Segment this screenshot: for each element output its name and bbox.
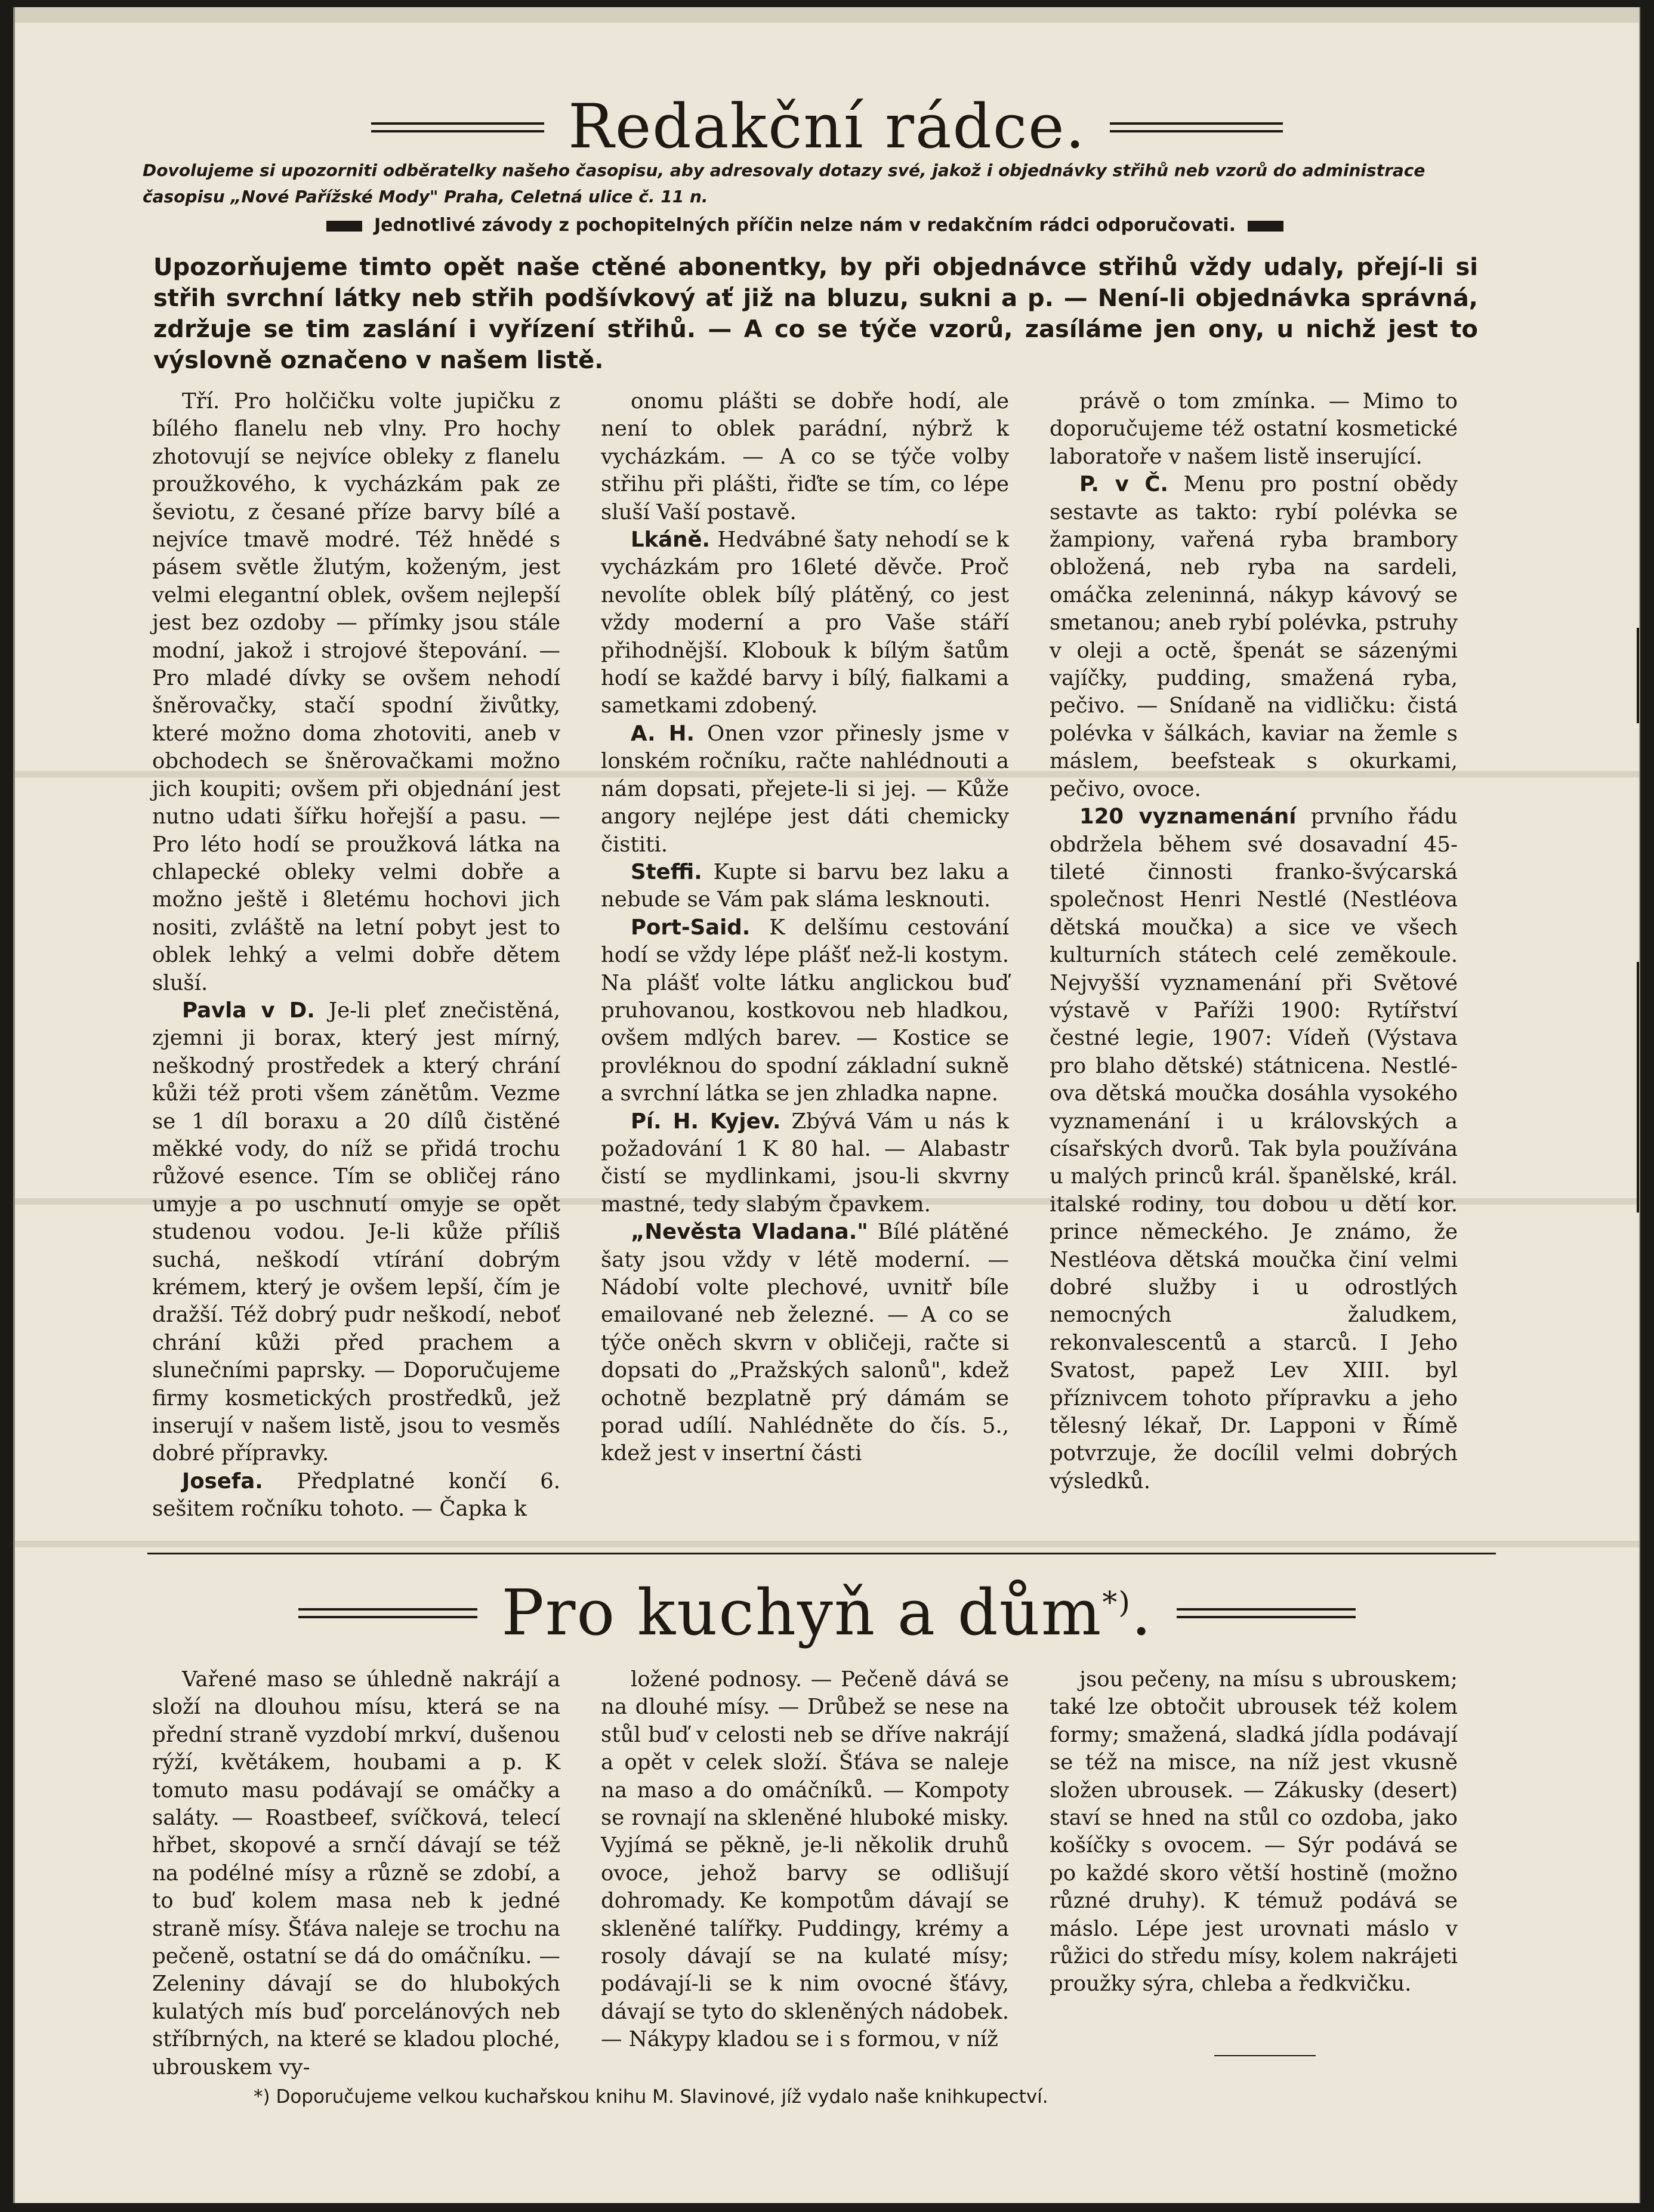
answer-paragraph <box>152 388 560 997</box>
section-title-pro-kuchyn-a-dum <box>15 1576 1639 1649</box>
footnote: *) Doporučujeme velkou kuchařskou knihu M. Slavinové, jíž vydalo naše knihkupectví. <box>254 2086 1048 2108</box>
answer-paragraph <box>601 526 1009 720</box>
scan-edge-mark <box>1637 962 1640 1213</box>
notice-address: Dovolujeme si upozorniti odběratelky našeho časopisu, aby adresovaly dotazy své, jakož i objednávky střihů neb vzorů do administrace časopisu „Nové Pařížské Mody" Praha, Celetná ulice č. 11 n. <box>143 161 1425 206</box>
answer-text: prvního řádu obdržela během své dosavadní 45-tileté činnosti franko-švýcarská společnost Henri Nestlé (Nestléova dětská moučka) a sice ve všech kulturních státech celé zeměkoule. Nejvyšší vyznamenání při Světové výstavě v Paříži 1900: Rytířství čestné legie, 1907: Vídeň (Výstava pro blaho dětské) státnicena. Nestlé-ova dětská moučka dosáhla vysokého vyznamenání i u královských a císařských dvorů. Tak byla používána u malých princů král. španělské, král. italské rodiny, tou dobou u dětí kor. prince německého. Je známo, že Nestléova dětská moučka činí velmi dobré služby i u odrostlých nemocných žaludkem, rekonvalescentů a starců. I Jeho Svatost, papež Lev XIII. byl příznivcem tohoto přípravku a jeho tělesný lékař, Dr. Lapponi v Římě potvrzuje, že docílil velmi dobrých výsledků. <box>1050 804 1458 1494</box>
title-rule-left <box>298 1608 477 1618</box>
kitchen-column-3: jsou pečeny, na mísu s ubrouskem; také lze obtočit ubrousek též kolem formy; smažená, sladká jídla podávají se též na misce, na níž jest vkusně složen ubrousek. — Zákusky (desert) staví se hned na stůl co ozdoba, jako košíčky s ovocem. — Sýr podává se po každé skoro větší hostině (možno různé druhy). K témuž podává se máslo. Lépe jest urovnati máslo v růžici do středu mísy, kolem nakrájeti proužky sýra, chleba a ředkvičku. <box>1050 1667 1458 1997</box>
kitchen-column-2: ložené podnosy. — Pečeně dává se na dlouhé mísy. — Drůbež se nese na stůl buď v celosti neb se dříve nakrájí a opět v celek složí. Šťáva se naleje na maso a do omáčníků. — Kompoty se rovnají na skleněné hluboké misky. Vyjímá se pěkně, je-li několik druhů ovoce, jehož barvy se odlišují dohromady. Ke kompotům dávají se skleněné talířky. Puddingy, krémy a rosoly dávají se na kulaté mísy; podávají-li se k nim ovocné šťávy, dávají se tyto do skleněných nádobek. — Nákypy kladou se i s formou, v níž <box>601 1667 1009 2052</box>
answer-text: právě o tom zmínka. — Mimo to doporučujeme též ostatní kosmetické laboratoře v našem listě inserující. <box>1050 389 1458 469</box>
answer-recipient: Lkáně. <box>631 527 711 553</box>
footnote-mark: *) <box>1102 1585 1131 1620</box>
title-rule-left <box>371 122 544 132</box>
pointing-hand-left-icon <box>326 221 362 232</box>
notice-recommendation-text: Jednotlivé závody z pochopitelných příčin nelze nám v redakčním rádci odporučovati. <box>374 215 1236 236</box>
answer-paragraph <box>601 859 1009 914</box>
answer-text: Bílé plátěné šaty jsou vždy v létě moderní. — Nádobí volte plechové, uvnitř bíle emailované neb železné. — A co se týče oněch skvrn v obličeji, račte si dopsati do „Pražských salonů", kdež ochotně bezplatně prý dámám se porad udílí. Nahlédněte do čís. 5., kdež jest v insertní části <box>601 1220 1009 1466</box>
answer-recipient: Josefa. <box>182 1469 263 1494</box>
section-divider <box>147 1553 1496 1554</box>
answer-text: K delšímu cestování hodí se vždy lépe plášť než-li kostym. Na plášť volte látku anglickou buď pruhovanou, kostkovou neb hladkou, ovšem mdlých barev. — Kostice se provléknou do spodní základní sukně a svrchní látka se jen zhladka napne. <box>601 915 1009 1106</box>
answers-column-3 <box>1050 388 1458 1495</box>
answer-recipient: Steffi. <box>631 859 702 884</box>
notice-subscribers: Upozorňujeme timto opět naše ctěné abonentky, by při objednávce střihů vždy udaly, přejí-li si střih svrchní látky neb střih podšívkový ať již na bluzu, sukni a p. — Není-li objednávka správná, zdržuje se tim zaslání i vyřízení střihů. — A co se týče vzorů, zasíláme jen ony, u nichž jest to výslovně označeno v našem listě. <box>153 254 1478 374</box>
answer-paragraph <box>601 1108 1009 1219</box>
kitchen-column-1: Vařené maso se úhledně nakrájí a složí na dlouhou mísu, která se na přední straně vyzdobí mrkví, dušenou rýží, květákem, houbami a p. K tomuto masu podávají se omáčky a saláty. — Roastbeef, svíčková, telecí hřbet, skopové a srnčí dávají se též na podélné mísy a různě se zdobí, a to buď kolem masa neb k jedné straně mísy. Šťáva naleje se trochu na pečeně, ostatní se dá do omáčníku. — Zeleniny dávají se do hlubokých kulatých mís buď porcelánových neb stříbrných, na které se kladou ploché, ubrouskem vy- <box>152 1667 560 2080</box>
scan-band <box>15 1541 1639 1547</box>
answer-recipient: Pí. H. Kyjev. <box>631 1109 781 1134</box>
answer-text: Kupte si barvu bez laku a nebude se Vám pak sláma lesknouti. <box>601 859 1009 912</box>
answer-recipient: „Nevěsta Vladana." <box>631 1220 868 1245</box>
end-rule <box>1214 2055 1316 2056</box>
section-title-redakcni-radce <box>15 91 1639 162</box>
title-rule-right <box>1110 122 1283 132</box>
answer-recipient: Port-Said. <box>631 915 751 940</box>
answer-paragraph <box>601 914 1009 1108</box>
title-period: . <box>1131 1576 1153 1649</box>
answer-recipient: Pavla v D. <box>182 998 315 1023</box>
magazine-page <box>13 7 1640 2203</box>
answer-text: Menu pro postní obědy sestavte as takto: rybí polévka se žampiony, vařená ryba brambory obložená, neb ryba na sardeli, omáčka zeleninná, nákyp kávový se smetanou; aneb rybí polévka, pstruhy v oleji a octě, špenát se sázenými vajíčky, pudding, smažená ryba, pečivo. — Snídaně na vidličku: čistá polévka v šálkách, kaviar na žemle s máslem, beefsteak s okurkami, pečivo, ovoce. <box>1050 472 1458 801</box>
notice-recommendation <box>143 211 1467 240</box>
top-paper-edge <box>15 7 1639 23</box>
section-title-text: Redakční rádce. <box>568 91 1086 162</box>
answer-text: Onen vzor přinesly jsme v lonském ročníku, račte nahlédnouti a nám dopsati, přejete-li si jej. — Kůže angory nejlépe jest dáti chemicky čistiti. <box>601 721 1009 857</box>
answer-paragraph <box>601 388 1009 526</box>
answer-paragraph <box>1050 471 1458 803</box>
answer-text: Předplatné končí 6. sešitem ročníku tohoto. — Čapka k <box>152 1469 560 1522</box>
answer-recipient: P. v Č. <box>1079 472 1168 497</box>
pointing-hand-right-icon <box>1248 221 1283 232</box>
answer-recipient: 120 vyznamenání <box>1079 804 1297 829</box>
answer-text: onomu plášti se dobře hodí, ale není to oblek parádní, nýbrž k vycházkám. — A co se týče volby střihu při plášti, řiďte se tím, co lépe sluší Vaší postavě. <box>601 389 1009 525</box>
answer-recipient: A. H. <box>631 721 695 746</box>
answer-paragraph <box>152 1468 560 1523</box>
scan-edge-mark <box>1637 628 1640 723</box>
section2-title-text: Pro kuchyň a dům <box>501 1576 1103 1649</box>
answer-text: Je-li pleť znečistěná, zjemni ji borax, který jest mírný, neškodný prostředek a který chrání kůži též proti všem zánětům. Vezme se 1 díl boraxu a 20 dílů čistěné měkké vody, do níž se přidá trochu růžové esence. Tím se obličej ráno umyje a po uschnutí omyje se opět studenou vodou. Je-li kůže příliš suchá, neškodí vtírání dobrým krémem, který je ovšem lepší, čím je dražší. Též dobrý pudr neškodí, neboť chrání kůži před prachem a slunečními paprsky. — Doporučujeme firmy kosmetických prostředků, jež inserují v našem listě, jsou to vesměs dobré přípravky. <box>152 998 560 1466</box>
title-rule-right <box>1177 1608 1356 1618</box>
answer-paragraph <box>152 997 560 1468</box>
answer-paragraph <box>1050 803 1458 1495</box>
answer-paragraph <box>601 720 1009 859</box>
section-title-text <box>501 1576 1153 1649</box>
answers-column-2 <box>601 388 1009 1468</box>
answer-text: Hedvábné šaty nehodí se k vycházkám pro 16leté děvče. Proč nevolíte oblek bílý plátěný, co jest vždy moderní a pro Vaše stáří přihodnější. Klobouk k bílým šatům hodí se každé barvy i bílý, fialkami a sametkami zdobený. <box>601 527 1009 718</box>
answer-paragraph <box>1050 388 1458 471</box>
answers-column-1 <box>152 388 560 1523</box>
answer-text: Tří. Pro holčičku volte jupičku z bílého flanelu neb vlny. Pro hochy zhotovují se nejvíce obleky z flanelu proužkového, k vycházkám pak ze ševiotu, z česané příze barvy bílé a nejvíce tmavě modré. Též hnědé s pásem světle žlutým, koženým, jest velmi elegantní oblek, ovšem nejlepší jest bez ozdoby — přímky jsou stále modní, jakož i strojové štepování. — Pro mladé dívky se ovšem nehodí šněrovačky, stačí spodní živůtky, které možno doma zhotoviti, aneb v obchodech se šněrovačkami možno jich koupiti; ovšem při objednání jest nutno udati šířku hořejší a pasu. — Pro léto hodí se proužková látka na chlapecké obleky velmi dobře a možno ještě i 8letému hochovi jich nositi, zvláště na letní pobyt jest to oblek lehký a velmi dobře dětem sluší. <box>152 389 560 995</box>
answer-paragraph <box>601 1218 1009 1468</box>
answer-text: Zbývá Vám u nás k požadování 1 K 80 hal. — Alabastr čistí se mydlinkami, jsou-li skvrny mastné, tedy slabým čpavkem. <box>601 1109 1009 1217</box>
